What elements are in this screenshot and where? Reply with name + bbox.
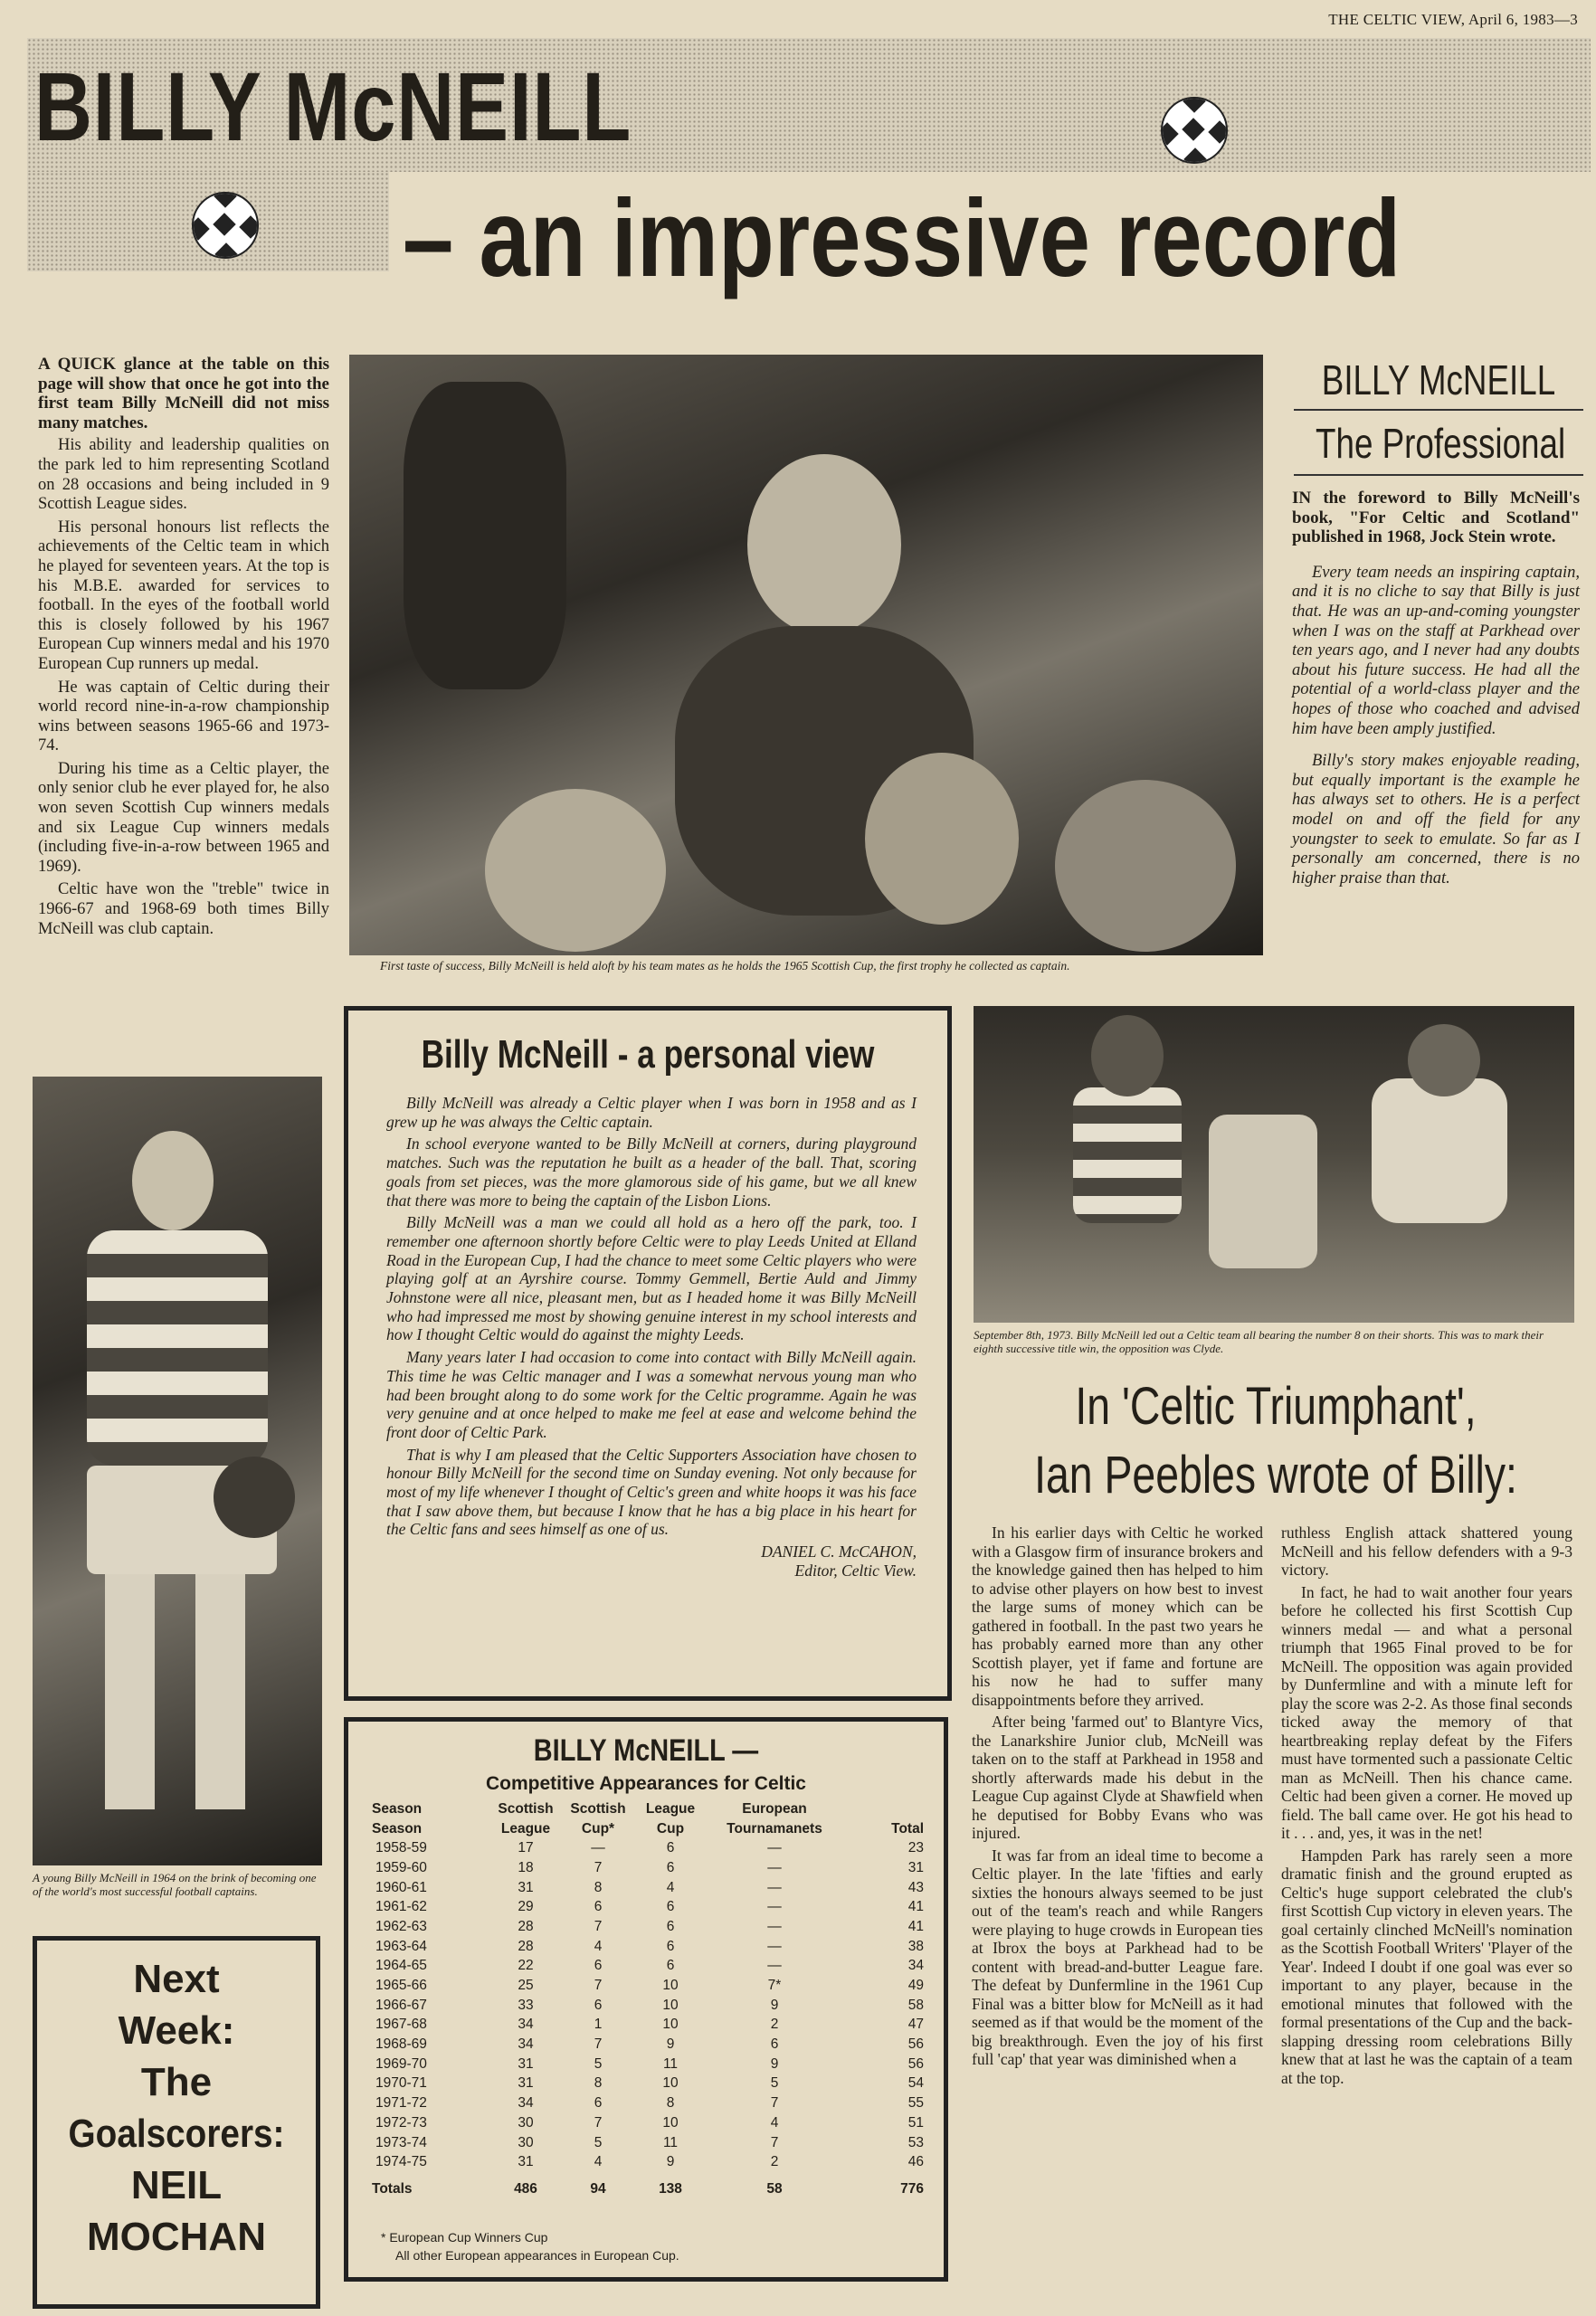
- table-row: [372, 1838, 924, 1858]
- peebles-paragraph: In fact, he had to wait another four years before he collected his first Scottish Cup winners medal — and what a personal triumph that 1965 Final proved to be for McNeill. The opposition was again provided by Dunfermline and with a minute left for play the score was 2-2. As those final seconds ticked away the memory of that heartbreaking replay defeat by the Fifers must have tormented such a passionate Celtic man as McNeill. Then his chance came. Celtic had been given a corner. He moved up field. The ball came over. He got his head to it . . . and, yes, it was in the net!: [1281, 1582, 1572, 1842]
- table-cell: 1973-74: [375, 2134, 427, 2150]
- col-header: [842, 1799, 924, 1819]
- next-week-line: Week:: [118, 2008, 235, 2053]
- table-subtitle: Competitive Appearances for Celtic: [486, 1773, 806, 1794]
- table-cell: 33: [518, 1997, 534, 2013]
- table-cell: 38: [907, 1938, 924, 1954]
- appearances-table-box: [344, 1717, 948, 2282]
- table-footnote: All other European appearances in European Cup.: [395, 2248, 679, 2263]
- table-cell: 31: [518, 2075, 534, 2092]
- table-cell: 34: [518, 2095, 534, 2112]
- table-cell: 10: [662, 2075, 679, 2092]
- col-header: Scottish: [570, 1800, 626, 1817]
- table-cell: 47: [907, 2017, 924, 2033]
- table-cell: 22: [518, 1958, 534, 1974]
- personal-view-article: [386, 1094, 917, 1580]
- professional-paragraph: Billy's story makes enjoyable reading, but equally important is the example he has always set to others. He is a perfect model on and off the field for any youngster to seek to emulate. So far as I personally am concerned, there is no higher praise than that.: [1292, 752, 1580, 887]
- table-cell: 28: [518, 1938, 534, 1954]
- personal-view-paragraph: In school everyone wanted to be Billy McNeill at corners, during playground matches. Such was the reputation he built as a header of the ball. That, scoring goals from set pieces, was the more glamorous side of his game, but we all knew that there was more to being the captain of the Lisbon Lions.: [386, 1134, 917, 1210]
- intro-paragraph: His personal honours list reflects the achievements of the Celtic team in which he played for seventeen years. At the top is his M.B.E. awarded for services to football. In the eyes of the football world this is closely followed by his 1967 European Cup winners medal and his 1970 European Cup runners up medal.: [38, 517, 329, 673]
- table-row: [372, 1996, 924, 2016]
- table-cell: 43: [907, 1879, 924, 1895]
- peebles-title-line1: In 'Celtic Triumphant',: [1075, 1377, 1477, 1436]
- signature-title: Editor, Celtic View.: [794, 1561, 917, 1580]
- intro-article: [38, 355, 329, 943]
- table-cell: 10: [662, 1997, 679, 2013]
- table-cell: 7: [594, 1918, 603, 1934]
- table-cell: 34: [907, 1958, 924, 1974]
- table-cell: —: [767, 1918, 782, 1934]
- table-row: [372, 1976, 924, 1996]
- table-cell: 1974-75: [375, 2154, 427, 2170]
- table-cell: 8: [594, 2075, 603, 2092]
- table-cell: 8: [666, 2095, 675, 2112]
- table-cell: 1962-63: [375, 1918, 427, 1934]
- table-cell: 7: [594, 2036, 603, 2053]
- table-cell: 41: [907, 1899, 924, 1915]
- peebles-paragraph: In his earlier days with Celtic he worked with a Glasgow firm of insurance brokers and the knowledge gained then has helped to him to advise other players on how best to invest the large sums of money which can be gathered in football. In the past two years he has probably earned more than any other Scottish player, yet if fame and fortune are his now he had to suffer many disappointments before they arrived.: [972, 1523, 1263, 1709]
- table-cell: 7: [594, 2114, 603, 2131]
- table-cell: 1959-60: [375, 1859, 427, 1875]
- col-header: Season: [372, 1820, 423, 1837]
- peebles-paragraph: After being 'farmed out' to Blantyre Vics, the Lanarkshire Junior club, McNeill was taken on to the staff at Parkhead in 1958 and shortly afterwards made his debut in the League Cup against Clyde at Shawfield when he deputised for Bobby Evans who was injured.: [972, 1713, 1263, 1842]
- table-row: [372, 2152, 924, 2172]
- table-cell: 56: [907, 2036, 924, 2053]
- table-cell: 9: [770, 2055, 779, 2072]
- table-row: [372, 1917, 924, 1937]
- table-cell: 4: [594, 2154, 603, 2170]
- publication-line: THE CELTIC VIEW, April 6, 1983—3: [1328, 11, 1578, 28]
- table-row: [372, 1878, 924, 1898]
- col-header: Total: [891, 1820, 924, 1837]
- table-cell: 1972-73: [375, 2114, 427, 2131]
- table-cell: 31: [518, 2055, 534, 2072]
- table-cell: 1963-64: [375, 1938, 427, 1954]
- table-row: [372, 2055, 924, 2074]
- table-cell: 6: [594, 1997, 603, 2013]
- table-row: [372, 1937, 924, 1957]
- table-cell: 53: [907, 2134, 924, 2150]
- col-header: League: [645, 1800, 696, 1817]
- table-cell: 9: [666, 2036, 675, 2053]
- table-cell: 1: [594, 2017, 603, 2033]
- table-cell: 138: [659, 2180, 682, 2197]
- table-cell: 7: [594, 1859, 603, 1875]
- table-cell: 1958-59: [375, 1840, 427, 1856]
- col-header: Tournamanets: [727, 1820, 822, 1837]
- table-row: [372, 2113, 924, 2133]
- table-cell: 29: [518, 1899, 534, 1915]
- table-cell: 31: [518, 2154, 534, 2170]
- table-cell: 6: [594, 1958, 603, 1974]
- col-header: Season: [372, 1800, 423, 1817]
- table-cell: 28: [518, 1918, 534, 1934]
- table-cell: 6: [666, 1938, 675, 1954]
- col-header: League: [500, 1820, 551, 1837]
- col-header: Cup*: [581, 1820, 615, 1837]
- table-cell: 58: [766, 2180, 783, 2197]
- appearances-table: [372, 1799, 924, 2199]
- table-cell: 6: [770, 2036, 779, 2053]
- table-cell: 30: [518, 2114, 534, 2131]
- table-cell: 94: [590, 2180, 606, 2197]
- table-row: [372, 2074, 924, 2094]
- intro-paragraph: During his time as a Celtic player, the only senior club he ever played for, he also won seven Scottish Cup winners medals and six League Cup winners medals (including five-in-a-row between 1965 and 1969).: [38, 759, 329, 876]
- table-cell: 51: [907, 2114, 924, 2131]
- professional-rule: [1294, 474, 1583, 476]
- peebles-paragraph: It was far from an ideal time to become a Celtic player. In the late 'fifties and early sixties the honours always seemed to be just out of the team's reach and while Rangers were playing to huge crowds in European ties at Ibrox the boys at Parkhead had to be content with bread-and-butter League fare. The defeat by Dunfermline in the 1961 Cup Final was a bitter blow for McNeill as it had seemed as if that would be the moment of the big breakthrough. Even the joy of his first full 'cap' that year was diminished when a: [972, 1846, 1263, 2068]
- next-week-line: NEIL: [130, 2163, 223, 2207]
- table-row: [372, 1957, 924, 1977]
- intro-lead: A QUICK glance at the table on this page will show that once he got into the first team Billy McNeill did not miss many matches.: [38, 355, 329, 432]
- professional-paragraph: Every team needs an inspiring captain, and it is no cliche to say that Billy is just that. He was an up-and-coming youngster when I was on the staff at Parkhead over ten years ago, and I never had any doubts about his future success. He had all the potential of a world-class player and the hopes of those who coached and advised him have been amply justified.: [1292, 563, 1580, 738]
- peebles-title-line2: Ian Peebles wrote of Billy:: [1034, 1446, 1517, 1504]
- professional-lead: IN the foreword to Billy McNeill's book, "For Celtic and Scotland" published in 1968, Jock Stein wrote.: [1292, 489, 1580, 547]
- table-cell: 10: [662, 2114, 679, 2131]
- peebles-column-2: [1281, 1523, 1572, 2091]
- next-week-line: The: [140, 2060, 213, 2104]
- table-row: [372, 2035, 924, 2055]
- peebles-paragraph: ruthless English attack shattered young McNeill and his fellow defenders with a 9-3 victory.: [1281, 1523, 1572, 1579]
- table-cell: —: [767, 1958, 782, 1974]
- headline-line1: BILLY McNEILL: [34, 52, 632, 161]
- table-cell: 1971-72: [375, 2095, 427, 2112]
- table-cell: 8: [594, 1879, 603, 1895]
- table-cell: 9: [770, 1997, 779, 2013]
- intro-paragraph: His ability and leadership qualities on the park led to him representing Scotland on 28 occasions and being included in 9 Scottish League sides.: [38, 436, 329, 514]
- table-cell: 1961-62: [375, 1899, 427, 1915]
- table-cell: 6: [666, 1918, 675, 1934]
- personal-view-box: [344, 1006, 952, 1701]
- table-cell: 6: [594, 1899, 603, 1915]
- peebles-column-1: [972, 1523, 1263, 2073]
- team-number-eight-photo: [974, 1006, 1574, 1323]
- personal-view-paragraph: Billy McNeill was already a Celtic player when I was born in 1958 and as I grew up he was always the Celtic captain.: [386, 1094, 917, 1131]
- signature-name: DANIEL C. McCAHON,: [761, 1542, 917, 1561]
- professional-subtitle: The Professional: [1316, 420, 1566, 467]
- table-cell: 1970-71: [375, 2075, 427, 2092]
- table-cell: 46: [907, 2154, 924, 2170]
- table-cell: 9: [666, 2154, 675, 2170]
- table-row: [372, 1858, 924, 1878]
- next-week-box: [33, 1936, 320, 2309]
- table-cell: 41: [907, 1918, 924, 1934]
- table-cell: 23: [907, 1840, 924, 1856]
- professional-title: BILLY McNEILL: [1321, 356, 1556, 403]
- table-cell: 25: [518, 1978, 534, 1994]
- young-photo-caption: A young Billy McNeill in 1964 on the brink of becoming one of the world's most successful football captains.: [33, 1871, 317, 1898]
- table-cell: 54: [907, 2075, 924, 2092]
- table-cell: 1960-61: [375, 1879, 427, 1895]
- table-cell: 31: [907, 1859, 924, 1875]
- personal-view-paragraph: That is why I am pleased that the Celtic Supporters Association have chosen to honour Billy McNeill for the second time on Sunday evening. Not only because for most of my life whenever I thought of Celtic's green and white hoops it was his face that I saw above them, but because I know that he has a big place in his heart for the Celtic fans and sees himself as one of us.: [386, 1445, 917, 1539]
- table-cell: —: [767, 1859, 782, 1875]
- table-cell: 49: [907, 1978, 924, 1994]
- table-cell: 5: [594, 2055, 603, 2072]
- totals-row: [372, 2172, 924, 2199]
- table-title: BILLY McNEILL —: [533, 1733, 759, 1768]
- peebles-paragraph: Hampden Park has rarely seen a more dramatic finish and the ground erupted as Celtic's huge support celebrated the club's first Scottish Cup victory in eleven years. The goal certainly clinched McNeill's nomination as the Scottish Football Writers' 'Player of the Year'. Indeed I doubt if one goal was ever so important to any player, because in the emotional minutes that followed with the formal presentations of the Cup and the back-slapping dressing room celebrations Billy knew that at last he was the captain of a team at the top.: [1281, 1846, 1572, 2087]
- table-footnote: * European Cup Winners Cup: [381, 2230, 548, 2245]
- col-header: European: [742, 1800, 807, 1817]
- table-cell: —: [767, 1899, 782, 1915]
- intro-paragraph: Celtic have won the "treble" twice in 1966-67 and 1968-69 both times Billy McNeill was club captain.: [38, 880, 329, 938]
- professional-rule: [1294, 409, 1583, 411]
- table-cell: 34: [518, 2017, 534, 2033]
- headline-line2: – an impressive record: [403, 176, 1401, 299]
- table-cell: 18: [518, 1859, 534, 1875]
- table-cell: 6: [666, 1958, 675, 1974]
- table-cell: 5: [594, 2134, 603, 2150]
- table-cell: 1967-68: [375, 2017, 427, 2033]
- table-cell: 486: [514, 2180, 537, 2197]
- next-week-line: MOCHAN: [87, 2215, 266, 2259]
- main-photo-caption: First taste of success, Billy McNeill is held aloft by his team mates as he holds the 1965 Scottish Cup, the first trophy he collected as captain.: [380, 959, 1070, 973]
- table-cell: 30: [518, 2134, 534, 2150]
- table-cell: 1966-67: [375, 1997, 427, 2013]
- table-cell: 6: [666, 1899, 675, 1915]
- table-cell: 6: [594, 2095, 603, 2112]
- table-cell: 6: [666, 1840, 675, 1856]
- table-cell: 2: [770, 2017, 779, 2033]
- table-cell: 2: [770, 2154, 779, 2170]
- table-cell: 7: [770, 2134, 779, 2150]
- young-mcneill-photo: [33, 1077, 322, 1865]
- table-cell: —: [591, 1840, 605, 1856]
- intro-paragraph: He was captain of Celtic during their world record nine-in-a-row championship wins between seasons 1965-66 and 1973-74.: [38, 678, 329, 755]
- table-row: [372, 1897, 924, 1917]
- lineup-photo-caption: September 8th, 1973. Billy McNeill led out a Celtic team all bearing the number 8 on their shorts. This was to mark their eighth successive title win, the opposition was Clyde.: [974, 1328, 1544, 1355]
- table-cell: 1969-70: [375, 2055, 427, 2072]
- table-row: [372, 2093, 924, 2113]
- table-cell: 5: [770, 2075, 779, 2092]
- table-cell: 10: [662, 1978, 679, 1994]
- table-cell: 34: [518, 2036, 534, 2053]
- table-cell: 31: [518, 1879, 534, 1895]
- next-week-line: Goalscorers:: [68, 2112, 285, 2156]
- table-cell: 4: [594, 1938, 603, 1954]
- table-cell: 11: [662, 2055, 679, 2072]
- personal-view-paragraph: Many years later I had occasion to come into contact with Billy McNeill again. This time he was Celtic manager and I was a somewhat nervous young man who had been brought along to do some work for the Celtic programme. Again he was very genuine and at once helped to make me feel at ease and welcome behind the front door of Celtic Park.: [386, 1348, 917, 1441]
- table-cell: —: [767, 1840, 782, 1856]
- table-cell: 11: [662, 2134, 679, 2150]
- table-row: [372, 2016, 924, 2036]
- table-cell: 1964-65: [375, 1958, 427, 1974]
- table-cell: —: [767, 1938, 782, 1954]
- football-icon: [192, 192, 259, 259]
- table-cell: 7*: [767, 1978, 782, 1994]
- table-cell: 7: [770, 2095, 779, 2112]
- table-row: [372, 2133, 924, 2153]
- table-cell: 56: [907, 2055, 924, 2072]
- table-cell: 7: [594, 1978, 603, 1994]
- personal-view-title: Billy McNeill - a personal view: [421, 1032, 875, 1077]
- main-photo-trophy-celebration: [349, 355, 1263, 955]
- professional-article: [1292, 489, 1580, 892]
- table-cell: 1968-69: [375, 2036, 427, 2053]
- next-week-line: Next: [133, 1957, 220, 2001]
- table-cell: 55: [907, 2095, 924, 2112]
- table-cell: 4: [666, 1879, 675, 1895]
- football-icon: [1161, 97, 1228, 164]
- table-cell: 10: [662, 2017, 679, 2033]
- personal-view-paragraph: Billy McNeill was a man we could all hold as a hero off the park, too. I remember one afternoon shortly before Celtic were to play Leeds United at Elland Road in the European Cup, I had the chance to meet some Celtic players who were playing golf at an Ayrshire course. Tommy Gemmell, Bertie Auld and Jimmy Johnstone were all nice, pleasant men, but as I headed home it was Billy McNeill who had impressed me most by showing genuine interest in my school interests and how I thought Celtic would do against the mighty Leeds.: [386, 1213, 917, 1344]
- table-cell: 6: [666, 1859, 675, 1875]
- table-cell: 4: [770, 2114, 779, 2131]
- table-cell: 58: [907, 1997, 924, 2013]
- table-cell: 17: [518, 1840, 534, 1856]
- col-header: Scottish: [498, 1800, 554, 1817]
- table-cell: 1965-66: [375, 1978, 427, 1994]
- table-cell: 776: [900, 2180, 924, 2197]
- table-cell: —: [767, 1879, 782, 1895]
- table-cell: Totals: [372, 2180, 413, 2197]
- col-header: Cup: [656, 1820, 685, 1837]
